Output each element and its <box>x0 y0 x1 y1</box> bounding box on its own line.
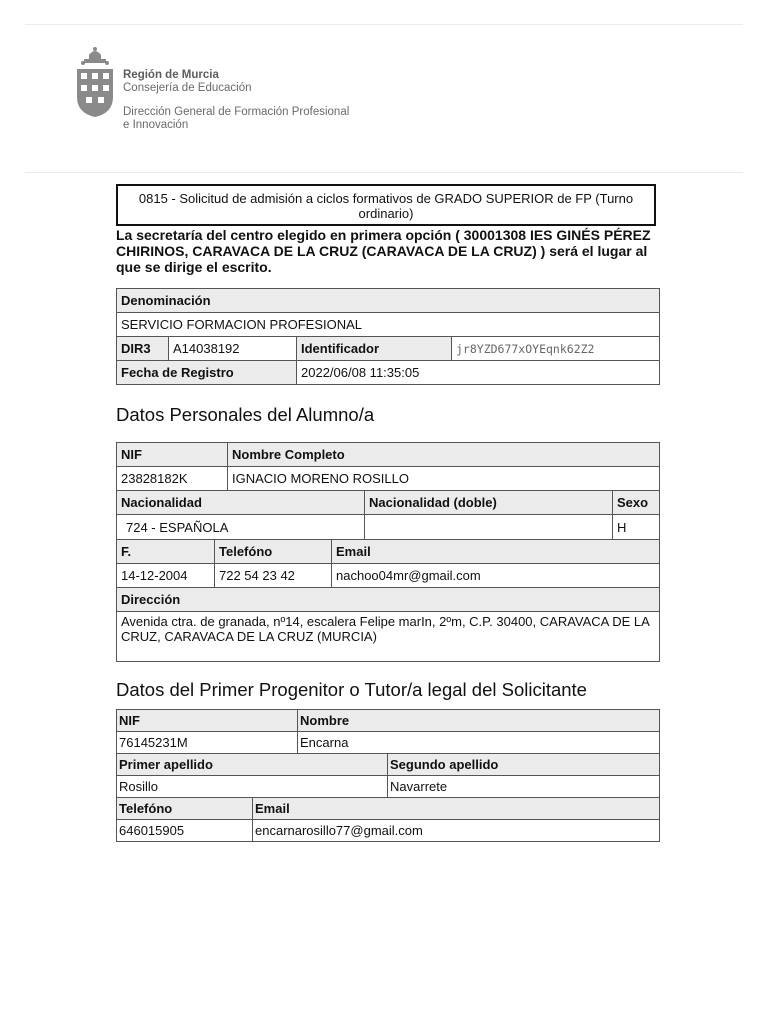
direccion-value: Avenida ctra. de granada, nº14, escalera Felipe marIn, 2ºm, C.P. 30400, CARAVACA DE LA CRUZ, CARAVACA DE LA CRUZ (MURCIA) <box>117 612 660 662</box>
dept-title: Consejería de Educación <box>123 82 252 94</box>
denominacion-label: Denominación <box>117 289 660 313</box>
registry-table <box>116 288 660 385</box>
coat-of-arms-icon <box>75 45 115 119</box>
sexo-value: H <box>613 515 660 540</box>
nacionalidad-value: 724 - ESPAÑOLA <box>117 515 365 540</box>
identificador-value: jr8YZD677xOYEqnk62Z2 <box>452 337 660 361</box>
denominacion-value: SERVICIO FORMACION PROFESIONAL <box>117 313 660 337</box>
student-table <box>116 442 660 662</box>
student-nif-label: NIF <box>117 443 228 467</box>
nacionalidad-doble-value <box>365 515 613 540</box>
tutor-section-title: Datos del Primer Progenitor o Tutor/a legal del Solicitante <box>116 679 587 700</box>
fecha-nacimiento-value: 14-12-2004 <box>117 564 215 588</box>
student-nif-value: 23828182K <box>117 467 228 491</box>
tutor-email-value: encarnarosillo77@gmail.com <box>253 820 660 842</box>
org-title: Región de Murcia <box>123 69 219 81</box>
org-name <box>123 69 252 95</box>
header-divider <box>25 172 743 173</box>
tutor-nif-value: 76145231M <box>117 732 298 754</box>
segundo-apellido-label: Segundo apellido <box>388 754 660 776</box>
letterhead <box>75 45 375 145</box>
tutor-email-label: Email <box>253 798 660 820</box>
dir3-value: A14038192 <box>169 337 297 361</box>
identificador-label: Identificador <box>297 337 452 361</box>
nacionalidad-doble-label: Nacionalidad (doble) <box>365 491 613 515</box>
fecha-nacimiento-label: F. <box>117 540 215 564</box>
student-telefono-label: Telefóno <box>215 540 332 564</box>
tutor-telefono-value: 646015905 <box>117 820 253 842</box>
fecha-registro-label: Fecha de Registro <box>117 361 297 385</box>
tutor-nif-label: NIF <box>117 710 298 732</box>
fecha-registro-value: 2022/06/08 11:35:05 <box>297 361 660 385</box>
intro-text: La secretaría del centro elegido en primera opción ( 30001308 IES GINÉS PÉREZ CHIRINOS, CARAVACA DE LA CRUZ (CARAVACA DE LA CRUZ) ) será el lugar al que se dirige el escrito. <box>116 227 651 275</box>
primer-apellido-value: Rosillo <box>117 776 388 798</box>
student-email-value: nachoo04mr@gmail.com <box>332 564 660 588</box>
student-nombre-value: IGNACIO MORENO ROSILLO <box>228 467 660 491</box>
student-telefono-value: 722 54 23 42 <box>215 564 332 588</box>
student-nombre-label: Nombre Completo <box>228 443 660 467</box>
directorate-line1: Dirección General de Formación Profesional <box>123 106 350 118</box>
direccion-label: Dirección <box>117 588 660 612</box>
top-divider <box>25 24 743 25</box>
student-email-label: Email <box>332 540 660 564</box>
primer-apellido-label: Primer apellido <box>117 754 388 776</box>
segundo-apellido-value: Navarrete <box>388 776 660 798</box>
tutor-nombre-value: Encarna <box>298 732 660 754</box>
tutor-table <box>116 709 660 842</box>
student-section-title: Datos Personales del Alumno/a <box>116 404 375 425</box>
directorate-line2: e Innovación <box>123 119 189 131</box>
sexo-label: Sexo <box>613 491 660 515</box>
directorate <box>123 106 349 132</box>
dir3-label: DIR3 <box>117 337 169 361</box>
tutor-telefono-label: Telefóno <box>117 798 253 820</box>
request-title: 0815 - Solicitud de admisión a ciclos formativos de GRADO SUPERIOR de FP (Turno ordinario) <box>116 184 656 226</box>
tutor-nombre-label: Nombre <box>298 710 660 732</box>
nacionalidad-label: Nacionalidad <box>117 491 365 515</box>
